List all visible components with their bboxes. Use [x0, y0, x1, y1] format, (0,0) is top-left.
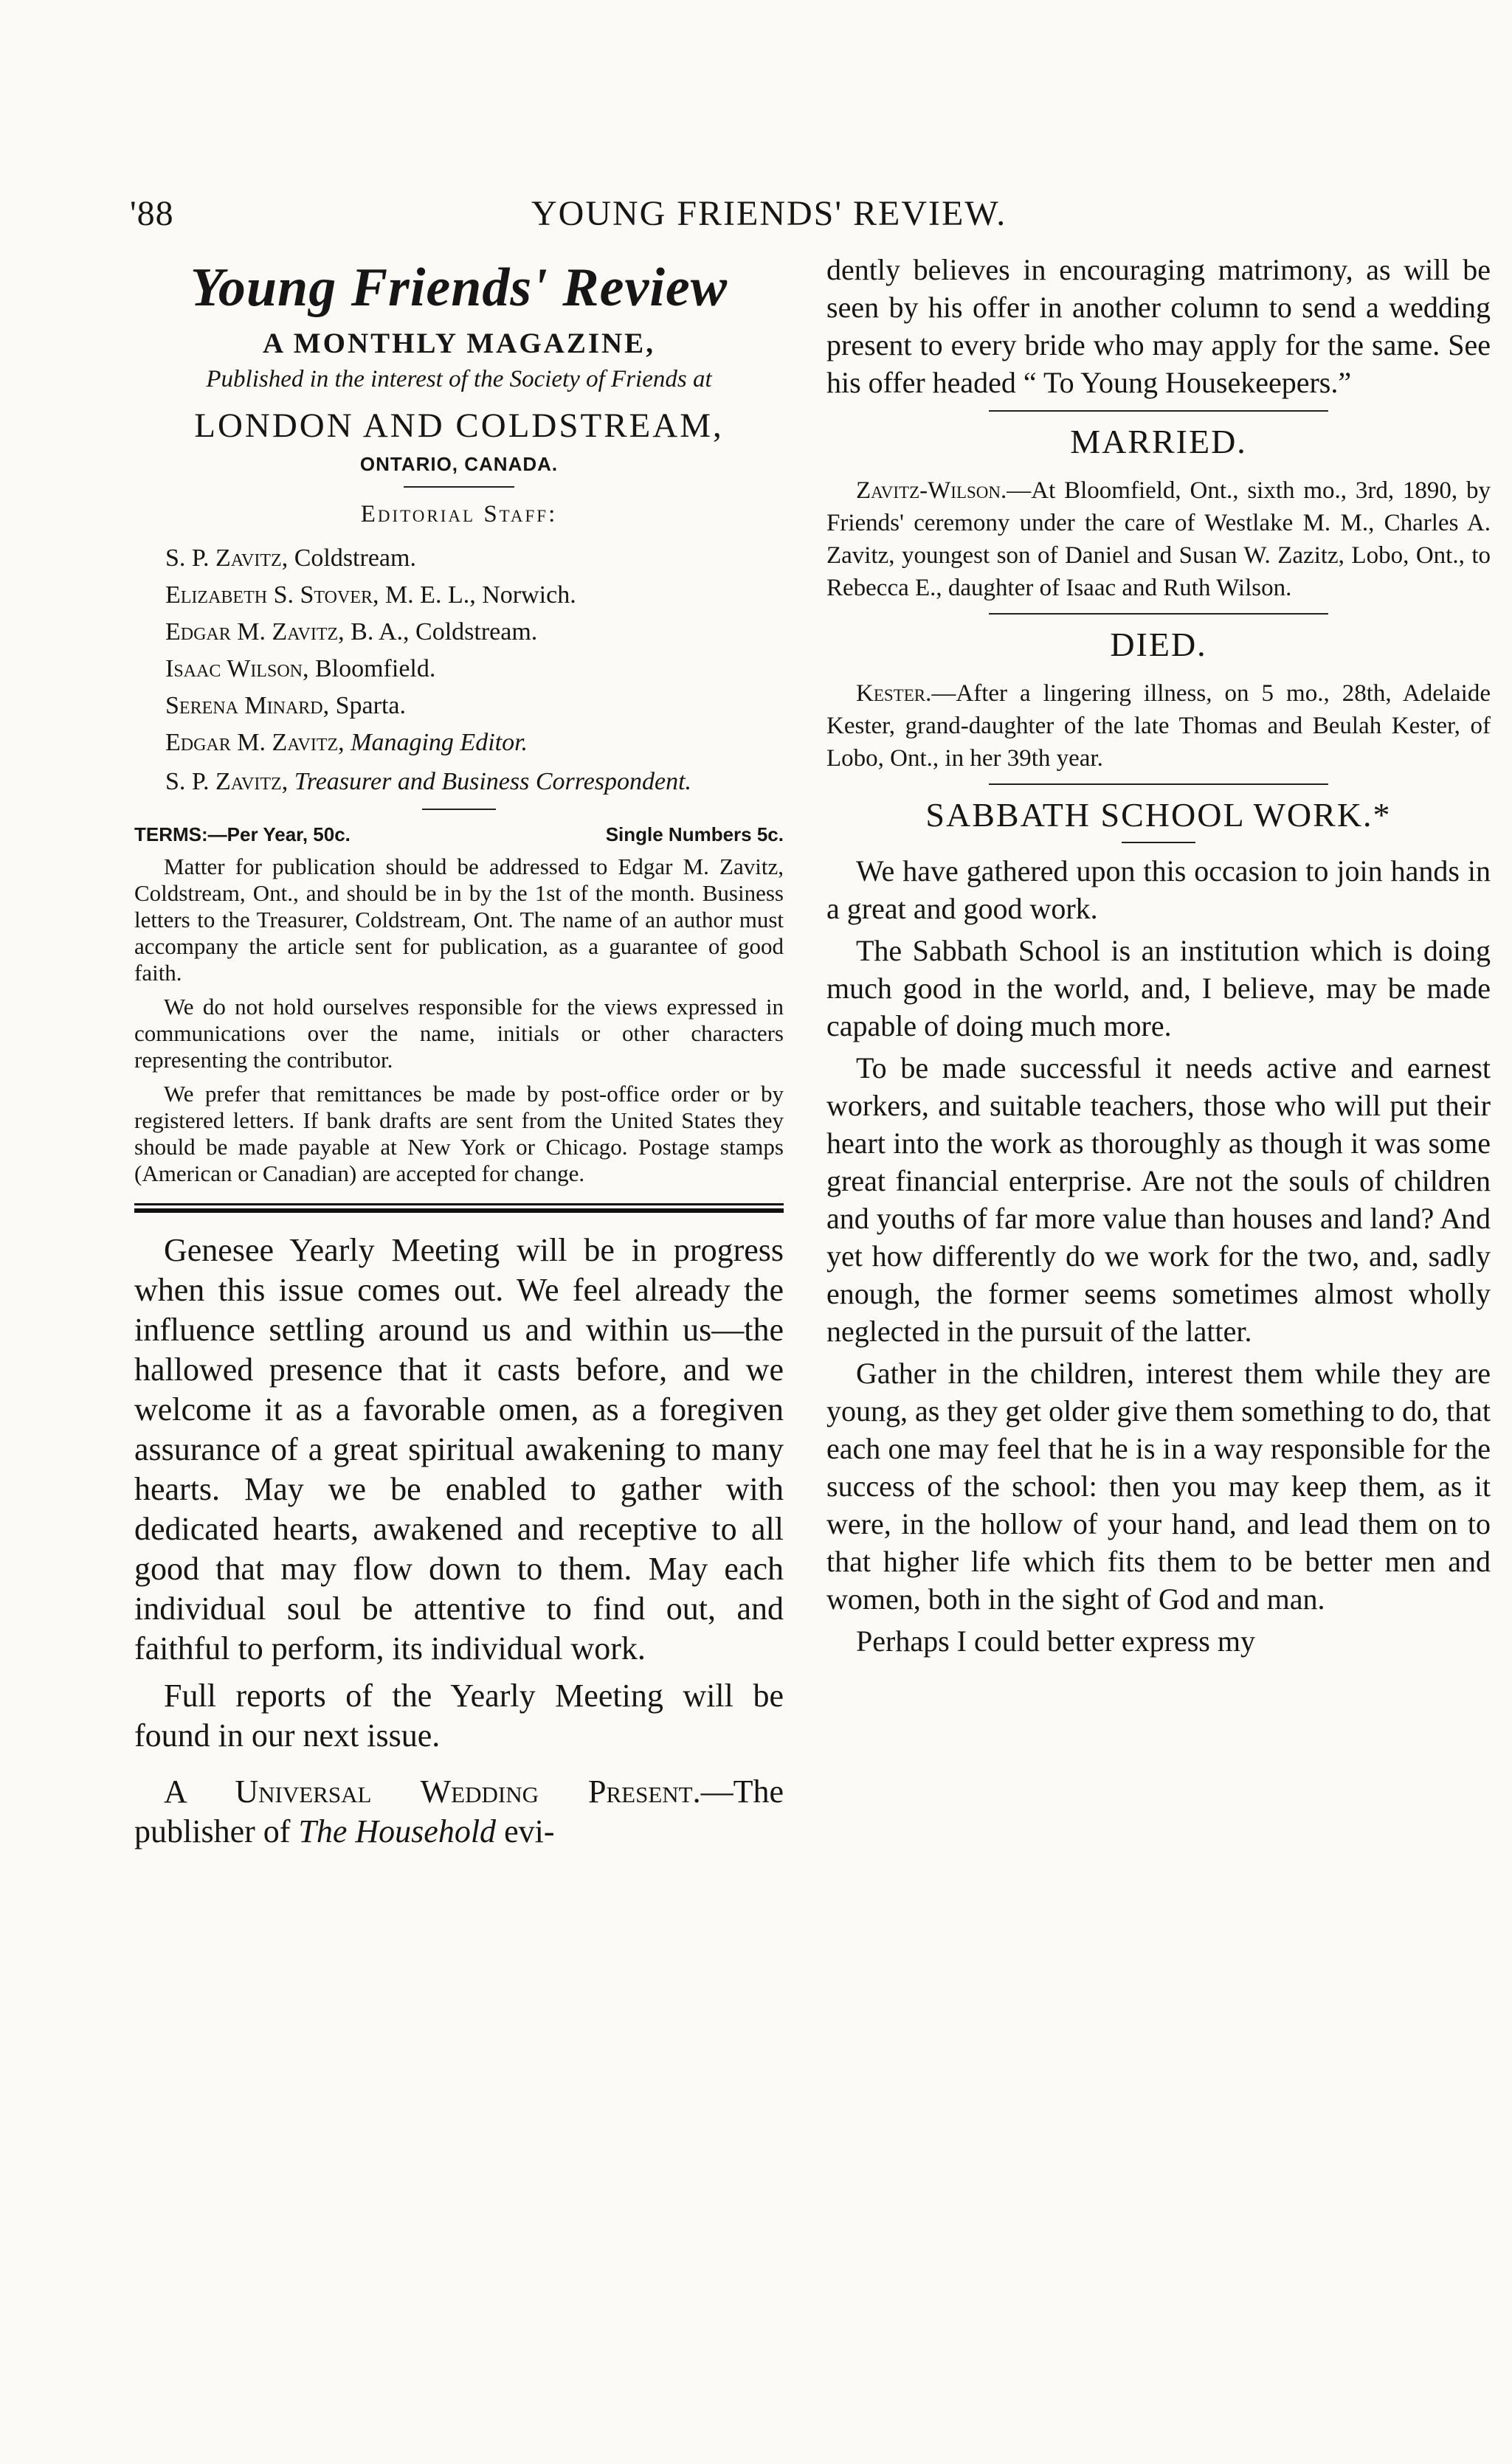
masthead-place: LONDON AND COLDSTREAM,	[194, 406, 724, 445]
sabbath-heading: SABBATH SCHOOL WORK.*	[925, 796, 1392, 834]
staff-member: Elizabeth S. Stover, M. E. L., Norwich.	[165, 581, 576, 609]
page-number: '88	[130, 194, 174, 233]
left-column	[134, 251, 784, 1852]
wedding-present-paragraph: A Universal Wedding Present.—The publisher of The Household evi-	[134, 1773, 784, 1849]
notice-paragraph: We prefer that remittances be made by post-office order or by registered letters. If bank drafts are sent from the United States they should be made payable at New York or Chicago. Postage stamps (American or Canadian) are accepted for change.	[134, 1081, 784, 1186]
publication-name: The Household	[298, 1813, 497, 1849]
staff-list	[134, 540, 784, 797]
divider	[989, 613, 1328, 615]
masthead-title: Young Friends' Review	[190, 257, 728, 318]
right-column	[826, 251, 1491, 1660]
staff-member: Serena Minard, Sparta.	[165, 692, 406, 719]
notice-paragraph: Matter for publication should be addressed to Edgar M. Zavitz, Coldstream, Ont., and should be in by the 1st of the month. Business letters to the Treasurer, Coldstream, Ont. The name of an author must accompany the article sent for publication, as a guarantee of good faith.	[134, 854, 784, 986]
terms-single: Single Numbers 5c.	[605, 823, 784, 845]
staff-member: S. P. Zavitz, Coldstream.	[165, 544, 416, 572]
staff-heading: Editorial Staff:	[360, 501, 558, 527]
sabbath-paragraph: Gather in the children, interest them while they are young, as they get older give them something to do, that each one may feel that he is in a way responsible for the success of the school: then you may keep them, as it were, in the hollow of your hand, and lead them on to that higher life which fits them to be better men and women, both in the sight of God and man.	[826, 1357, 1491, 1616]
sabbath-paragraph: Perhaps I could better express my	[856, 1624, 1255, 1658]
masthead-region: ONTARIO, CANADA.	[359, 453, 559, 475]
divider	[422, 809, 496, 810]
wedding-present-continued: dently believes in encouraging matrimony, as will be seen by his offer in another column to send a wedding present to every bride who may apply for the same. See his offer headed “ To Young Housekeepers.”	[826, 253, 1491, 399]
married-notice: Zavitz-Wilson.—At Bloomfield, Ont., sixth mo., 3rd, 1890, by Friends' ceremony under the care of Westlake M. M., Charles A. Zavitz, youngest son of Daniel and Susan W. Zazitz, Lobo, Ont., to Rebecca E., daughter of Isaac and Ruth Wilson.	[826, 477, 1491, 601]
staff-member: Edgar M. Zavitz, B. A., Coldstream.	[165, 618, 538, 646]
terms	[134, 823, 784, 846]
divider	[989, 783, 1328, 785]
staff-member: Edgar M. Zavitz, Managing Editor.	[165, 729, 528, 756]
died-heading: DIED.	[1110, 626, 1207, 663]
divider	[1122, 842, 1195, 843]
editorial-paragraph: Genesee Yearly Meeting will be in progress when this issue comes out. We feel already the influence settling around us and within us—the hallowed presence that it casts before, and we welcome it as a favorable omen, as a foregiven assurance of a great spiritual awakening to many hearts. May we be enabled to gather with dedicated hearts, awakened and receptive to all good that may flow down to them. May each individual soul be attentive to find out, and faithful to perform, its individual work.	[134, 1232, 784, 1667]
sabbath-paragraph: We have gathered upon this occasion to join hands in a great and good work.	[826, 854, 1491, 925]
running-head: YOUNG FRIENDS' REVIEW.	[531, 194, 1007, 233]
married-heading: MARRIED.	[1070, 423, 1247, 460]
divider	[404, 486, 514, 488]
masthead-subtitle: A MONTHLY MAGAZINE,	[263, 328, 655, 359]
double-rule	[134, 1203, 784, 1213]
sabbath-paragraph: The Sabbath School is an institution which is doing much good in the world, and, I believe, may be made capable of doing much more.	[826, 934, 1491, 1042]
divider	[989, 410, 1328, 412]
published-line: Published in the interest of the Society of Friends at	[206, 366, 712, 392]
wedding-present-lead: A Universal Wedding Present.—	[164, 1773, 733, 1810]
sabbath-paragraph: To be made successful it needs active and earnest workers, and suitable teachers, those who will put their heart into the work as thoroughly as though it was some great financial enterprise. Are not the souls of children and youths of far more value than houses and land? And yet how differently do we work for the two, and, sadly enough, the former seems sometimes almost wholly neglected in the pursuit of the latter.	[826, 1051, 1491, 1348]
terms-per-year: TERMS:—Per Year, 50c.	[134, 823, 351, 845]
staff-member: S. P. Zavitz, Treasurer and Business Correspondent.	[165, 768, 692, 795]
notice-paragraph: We do not hold ourselves responsible for the views expressed in communications over the name, initials or other characters representing the contributor.	[134, 994, 784, 1073]
editorial-paragraph: Full reports of the Yearly Meeting will be found in our next issue.	[134, 1678, 784, 1754]
died-notice: Kester.—After a lingering illness, on 5 mo., 28th, Adelaide Kester, grand-daughter of the late Thomas and Beulah Kester, of Lobo, Ont., in her 39th year.	[826, 680, 1491, 772]
staff-member: Isaac Wilson, Bloomfield.	[165, 655, 436, 682]
